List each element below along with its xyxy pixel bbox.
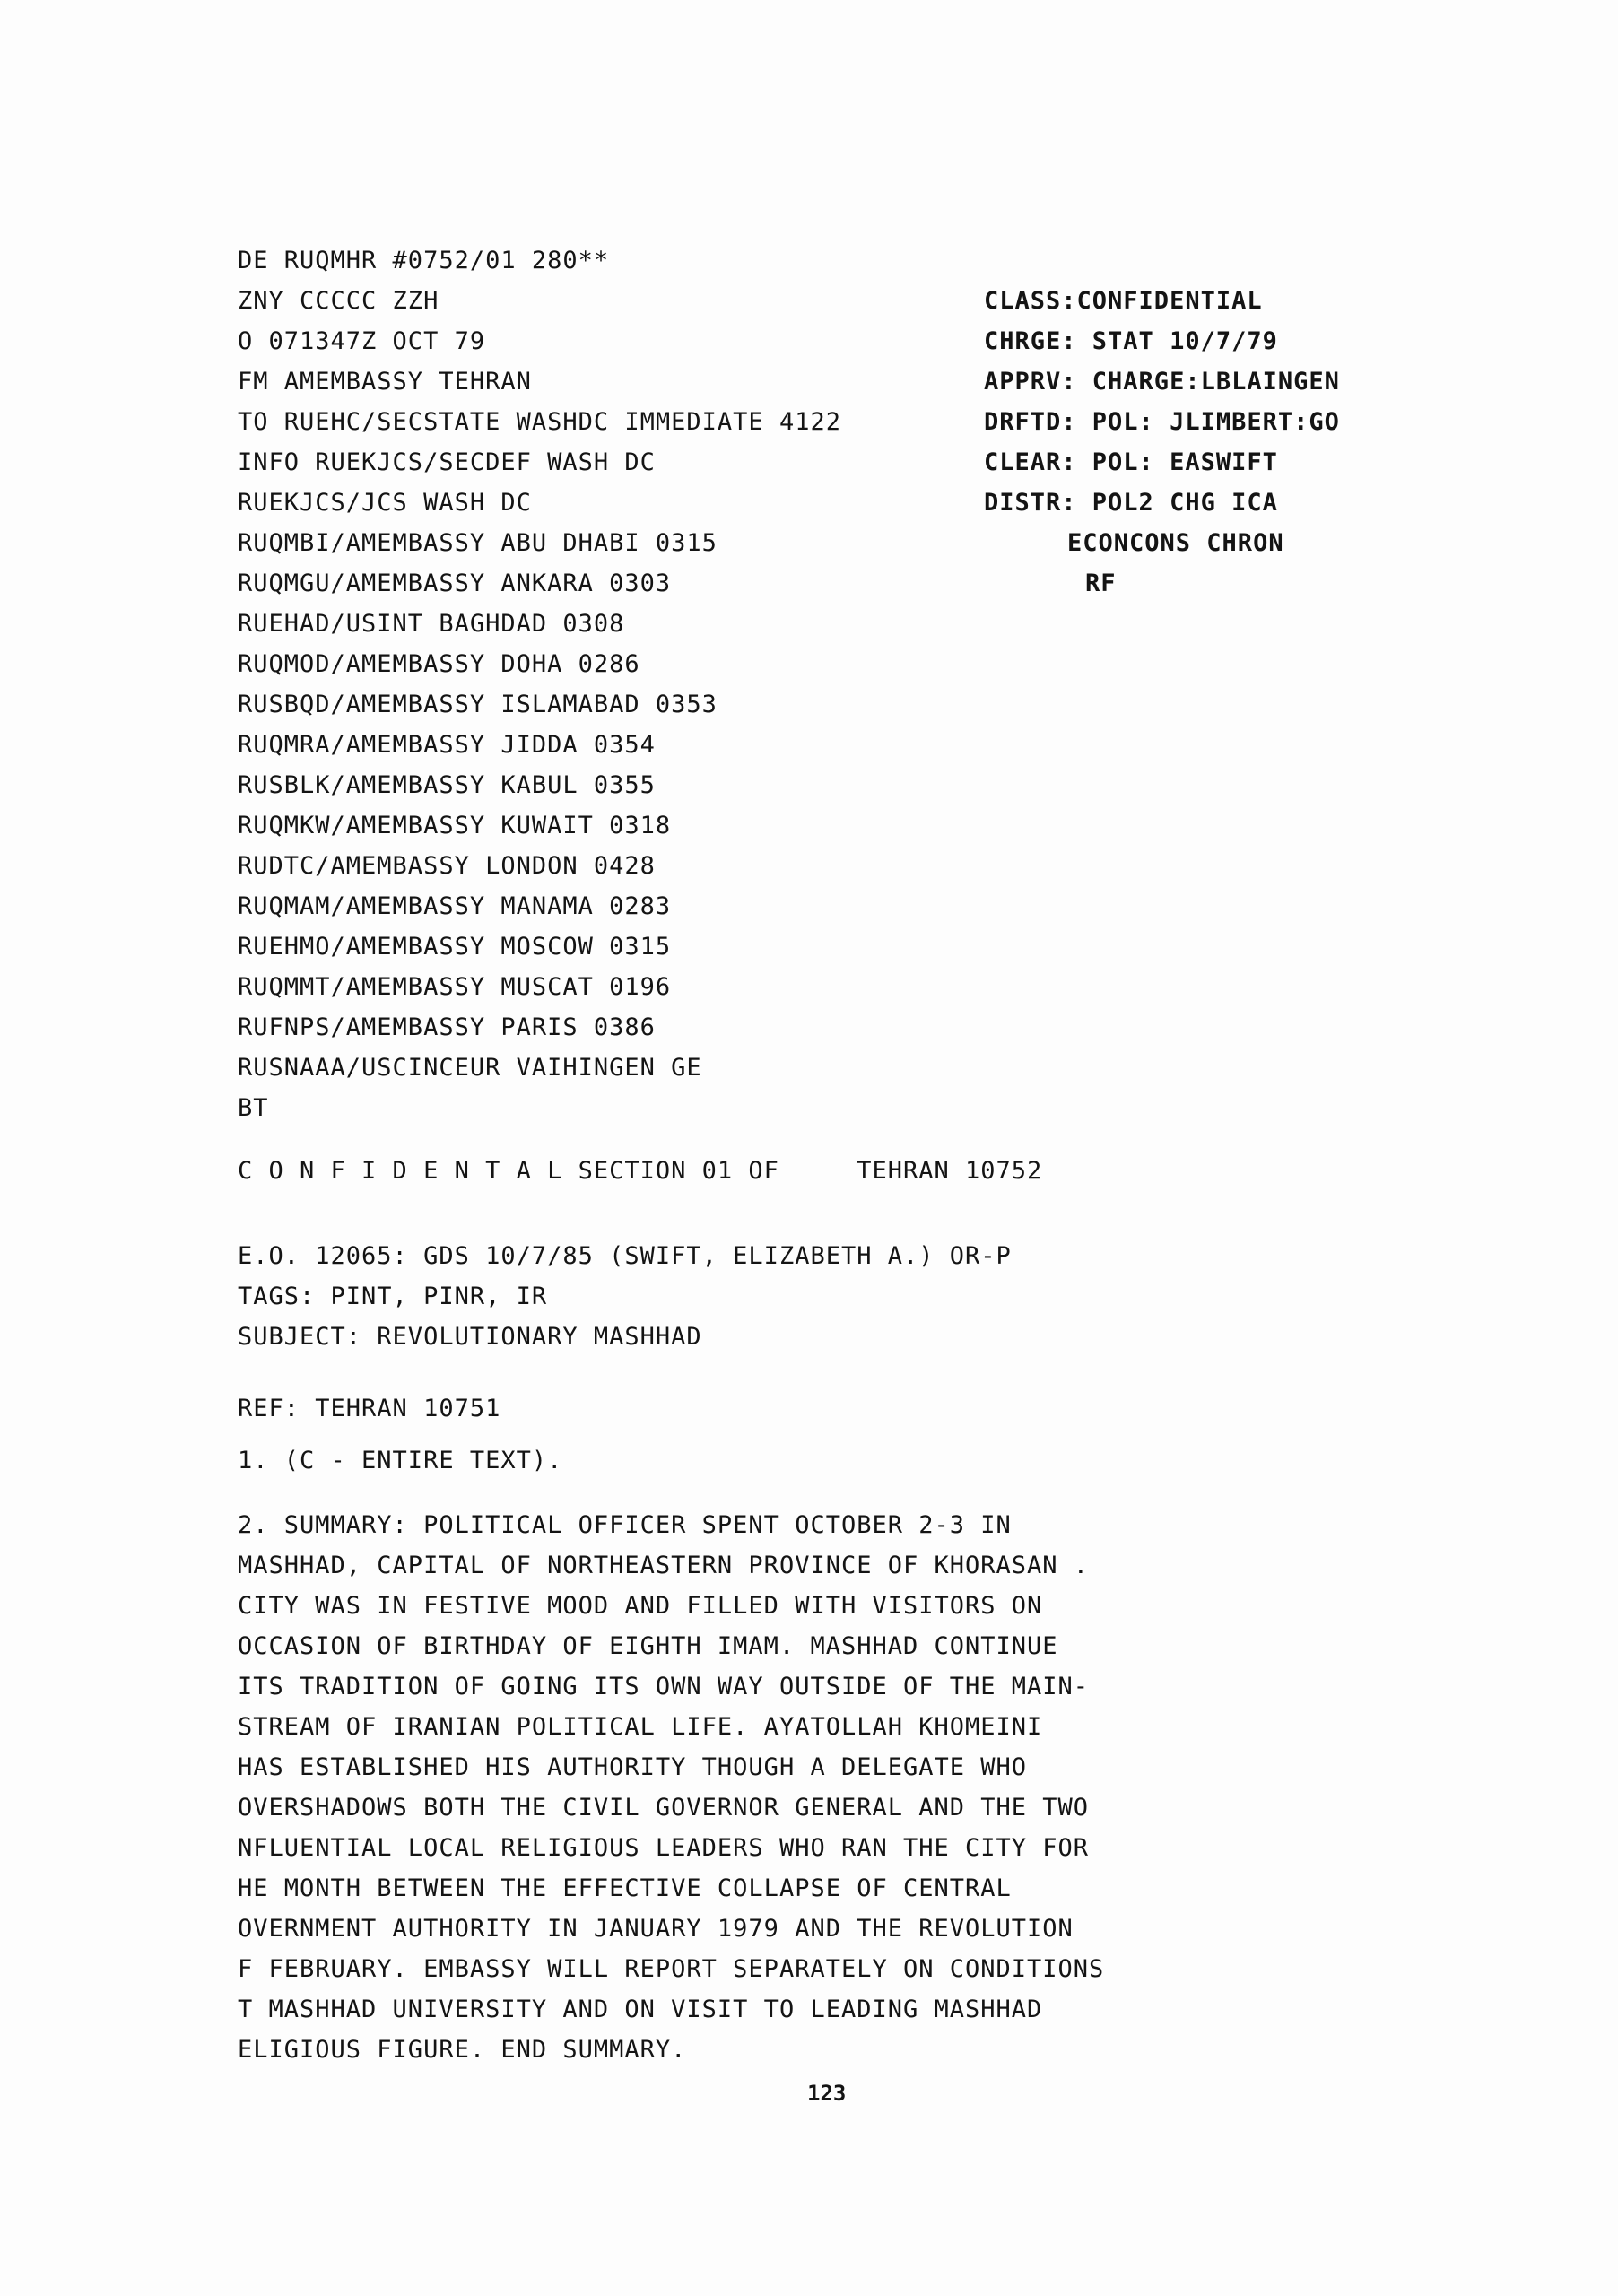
eo-line: E.O. 12065: GDS 10/7/85 (SWIFT, ELIZABETH A.) OR-P: [238, 1242, 1012, 1270]
charge-line: CHRGE: STAT 10/7/79: [984, 327, 1278, 355]
info-line: RUSBLK/AMEMBASSY KABUL 0355: [238, 771, 656, 799]
info-line: RUQMMT/AMEMBASSY MUSCAT 0196: [238, 973, 672, 1001]
summary-line: T MASHHAD UNIVERSITY AND ON VISIT TO LEADING MASHHAD: [238, 1996, 1043, 2023]
info-line: RUEHMO/AMEMBASSY MOSCOW 0315: [238, 933, 672, 961]
ref-line: REF: TEHRAN 10751: [238, 1395, 501, 1422]
info-line: RUQMRA/AMEMBASSY JIDDA 0354: [238, 731, 656, 759]
distribution-line: DISTR: POL2 CHG ICA: [984, 489, 1278, 517]
summary-line: CITY WAS IN FESTIVE MOOD AND FILLED WITH VISITORS ON: [238, 1592, 1043, 1620]
summary-line: STREAM OF IRANIAN POLITICAL LIFE. AYATOLLAH KHOMEINI: [238, 1713, 1043, 1741]
info-line: RUQMBI/AMEMBASSY ABU DHABI 0315: [238, 529, 718, 557]
classification: CLASS:CONFIDENTIAL: [984, 287, 1263, 315]
summary-line: HE MONTH BETWEEN THE EFFECTIVE COLLAPSE OF CENTRAL: [238, 1874, 1012, 1902]
summary-line: F FEBRUARY. EMBASSY WILL REPORT SEPARATELY ON CONDITIONS: [238, 1955, 1105, 1983]
summary-line: OVERSHADOWS BOTH THE CIVIL GOVERNOR GENERAL AND THE TWO: [238, 1794, 1090, 1822]
tags-line: TAGS: PINT, PINR, IR: [238, 1283, 548, 1310]
routing-line: DE RUQMHR #0752/01 280**: [238, 247, 610, 274]
info-line: INFO RUEKJCS/SECDEF WASH DC: [238, 448, 656, 476]
date-time-group: O 071347Z OCT 79: [238, 327, 486, 355]
summary-line: 2. SUMMARY: POLITICAL OFFICER SPENT OCTOBER 2-3 IN: [238, 1511, 1012, 1539]
paragraph-1: 1. (C - ENTIRE TEXT).: [238, 1447, 563, 1474]
subject-line: SUBJECT: REVOLUTIONARY MASHHAD: [238, 1323, 702, 1351]
summary-line: NFLUENTIAL LOCAL RELIGIOUS LEADERS WHO RAN THE CITY FOR: [238, 1834, 1090, 1862]
info-line: RUQMOD/AMEMBASSY DOHA 0286: [238, 650, 640, 678]
from-line: FM AMEMBASSY TEHRAN: [238, 368, 532, 396]
info-line: RUQMAM/AMEMBASSY MANAMA 0283: [238, 892, 672, 920]
summary-line: ELIGIOUS FIGURE. END SUMMARY.: [238, 2036, 687, 2064]
to-line: TO RUEHC/SECSTATE WASHDC IMMEDIATE 4122: [238, 408, 841, 436]
info-line: RUEKJCS/JCS WASH DC: [238, 489, 532, 517]
info-line: RUDTC/AMEMBASSY LONDON 0428: [238, 852, 656, 880]
summary-line: OVERNMENT AUTHORITY IN JANUARY 1979 AND THE REVOLUTION: [238, 1915, 1074, 1943]
cleared-line: CLEAR: POL: EASWIFT: [984, 448, 1278, 476]
info-line: RUSNAAA/USCINCEUR VAIHINGEN GE: [238, 1054, 702, 1082]
summary-line: HAS ESTABLISHED HIS AUTHORITY THOUGH A DELEGATE WHO: [238, 1753, 1028, 1781]
drafted-line: DRFTD: POL: JLIMBERT:GO: [984, 408, 1340, 436]
distribution-line-2: ECONCONS CHRON: [1067, 529, 1284, 557]
summary-line: ITS TRADITION OF GOING ITS OWN WAY OUTSIDE OF THE MAIN-: [238, 1673, 1090, 1700]
summary-line: OCCASION OF BIRTHDAY OF EIGHTH IMAM. MASHHAD CONTINUE: [238, 1632, 1058, 1660]
info-line: RUEHAD/USINT BAGHDAD 0308: [238, 610, 625, 638]
section-line: C O N F I D E N T A L SECTION 01 OF TEHRAN 10752: [238, 1157, 1043, 1185]
info-line: RUSBQD/AMEMBASSY ISLAMABAD 0353: [238, 691, 718, 718]
page-number: 123: [807, 2081, 847, 2106]
bt-marker: BT: [238, 1094, 269, 1122]
approved-line: APPRV: CHARGE:LBLAINGEN: [984, 368, 1340, 396]
summary-line: MASHHAD, CAPITAL OF NORTHEASTERN PROVINCE OF KHORASAN .: [238, 1552, 1090, 1579]
distribution-line-3: RF: [1085, 570, 1117, 597]
priority-line: ZNY CCCCC ZZH: [238, 287, 439, 315]
info-line: RUFNPS/AMEMBASSY PARIS 0386: [238, 1013, 656, 1041]
info-line: RUQMKW/AMEMBASSY KUWAIT 0318: [238, 812, 672, 839]
info-line: RUQMGU/AMEMBASSY ANKARA 0303: [238, 570, 672, 597]
